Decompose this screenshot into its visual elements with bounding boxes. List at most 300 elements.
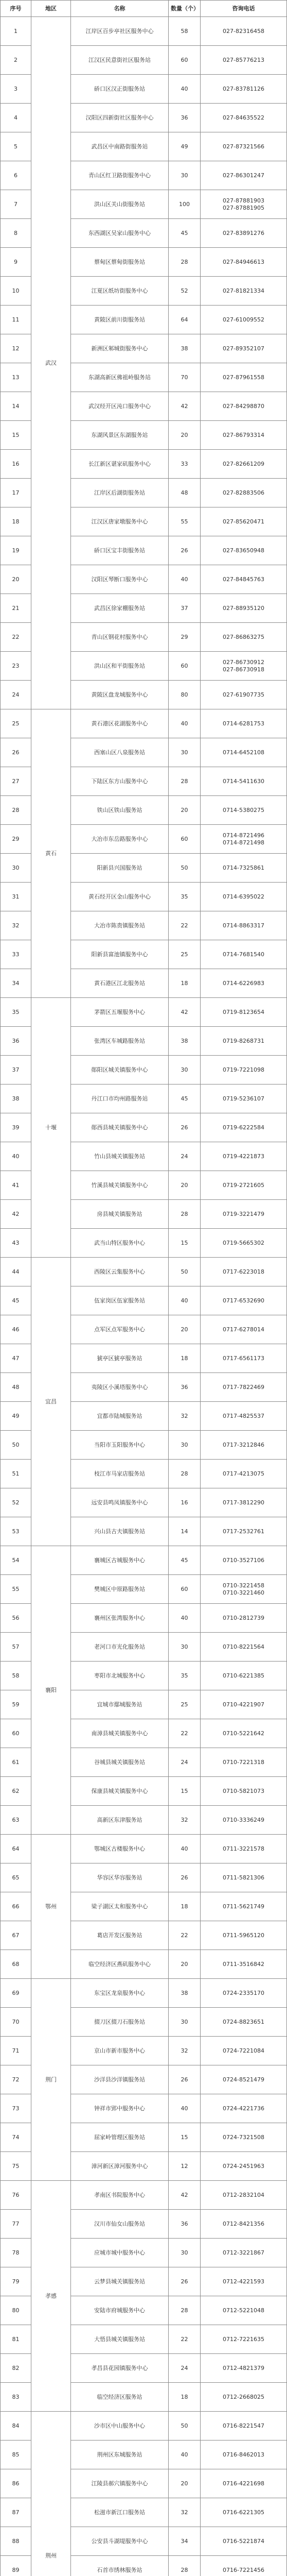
site-name: 黄陂区盘龙城服务中心	[71, 681, 169, 709]
site-count: 30	[169, 161, 201, 190]
site-count: 32	[169, 2498, 201, 2527]
site-count: 25	[169, 940, 201, 969]
row-number: 2	[1, 46, 31, 75]
site-count: 80	[169, 681, 201, 709]
row-number: 42	[1, 1200, 31, 1229]
site-phone: 027-87321566	[201, 132, 287, 161]
site-count: 24	[169, 2354, 201, 2383]
site-name: 新洲区邾城街服务中心	[71, 334, 169, 363]
site-name: 武昌区中南路街服务站	[71, 132, 169, 161]
site-name: 华容区华容服务站	[71, 1863, 169, 1892]
site-phone: 0717-3212846	[201, 1431, 287, 1460]
site-phone: 027-81821334	[201, 277, 287, 306]
site-phone: 027-87961558	[201, 363, 287, 392]
site-phone: 027-82883506	[201, 479, 287, 507]
site-count: 55	[169, 507, 201, 536]
site-count: 40	[169, 75, 201, 104]
row-number: 35	[1, 998, 31, 1027]
row-number: 49	[1, 1402, 31, 1431]
header-no: 序号	[1, 1, 31, 17]
site-phone: 0711-5621749	[201, 1892, 287, 1921]
row-number: 87	[1, 2498, 31, 2527]
row-number: 27	[1, 767, 31, 796]
row-number: 4	[1, 104, 31, 132]
region-name: 荆州	[31, 2412, 71, 2576]
site-count: 100	[169, 190, 201, 219]
row-number: 85	[1, 2441, 31, 2469]
row-number: 57	[1, 1633, 31, 1662]
row-number: 38	[1, 1084, 31, 1113]
site-name: 江夏区纸坊街服务中心	[71, 277, 169, 306]
site-count: 33	[169, 450, 201, 479]
site-phone: 0712-2832104	[201, 2181, 287, 2210]
row-number: 53	[1, 1517, 31, 1546]
site-phone: 0717-6561173	[201, 1344, 287, 1373]
row-number: 45	[1, 1286, 31, 1315]
row-number: 79	[1, 2267, 31, 2296]
site-count: 22	[169, 911, 201, 940]
site-name: 孝南区书院服务中心	[71, 2181, 169, 2210]
row-number: 65	[1, 1863, 31, 1892]
site-count: 20	[169, 796, 201, 825]
site-name: 樊城区中原路服务站	[71, 1575, 169, 1604]
site-count: 14	[169, 1517, 201, 1546]
site-count: 36	[169, 104, 201, 132]
row-number: 46	[1, 1315, 31, 1344]
site-count: 30	[169, 1633, 201, 1662]
site-count: 40	[169, 1835, 201, 1863]
site-name: 硚口区汉正街服务站	[71, 75, 169, 104]
row-number: 10	[1, 277, 31, 306]
site-phone: 0710-7221318	[201, 1748, 287, 1777]
site-count: 40	[169, 1604, 201, 1633]
site-phone: 0717-3812290	[201, 1488, 287, 1517]
site-phone: 0711-3221578	[201, 1835, 287, 1863]
row-number: 33	[1, 940, 31, 969]
site-name: 房县城关镇服务站	[71, 1200, 169, 1229]
site-count: 25	[169, 1690, 201, 1719]
row-number: 7	[1, 190, 31, 219]
site-count: 50	[169, 1258, 201, 1286]
site-name: 梁子湖区太和服务中心	[71, 1892, 169, 1921]
site-count: 40	[169, 709, 201, 738]
site-name: 漳河新区漳河服务中心	[71, 2152, 169, 2181]
site-name: 南漳县城关镇服务中心	[71, 1719, 169, 1748]
site-phone: 027-86301247	[201, 161, 287, 190]
site-count: 15	[169, 1229, 201, 1258]
site-name: 蔡甸区蔡甸街服务站	[71, 248, 169, 277]
site-count: 20	[169, 2469, 201, 2498]
row-number: 75	[1, 2152, 31, 2181]
row-number: 43	[1, 1229, 31, 1258]
site-name: 老河口市光化服务站	[71, 1633, 169, 1662]
site-name: 竹山县城关镇服务站	[71, 1142, 169, 1171]
site-phone: 027-61907735	[201, 681, 287, 709]
site-count: 60	[169, 652, 201, 681]
site-name: 阳新县兴国服务站	[71, 854, 169, 883]
site-count: 12	[169, 2152, 201, 2181]
site-phone: 0710-5821073	[201, 1777, 287, 1806]
site-phone: 0717-6532690	[201, 1286, 287, 1315]
row-number: 48	[1, 1373, 31, 1402]
site-name: 松滋市新江口服务站	[71, 2498, 169, 2527]
row-number: 28	[1, 796, 31, 825]
row-number: 9	[1, 248, 31, 277]
site-name: 安陆市府城服务中心	[71, 2296, 169, 2325]
site-name: 西陵区云集服务中心	[71, 1258, 169, 1286]
site-name: 下陆区东方山服务中心	[71, 767, 169, 796]
site-name: 鄂城区古楼服务中心	[71, 1835, 169, 1863]
site-count: 28	[169, 2556, 201, 2576]
site-phone: 0717-6223018	[201, 1258, 287, 1286]
site-count: 15	[169, 2123, 201, 2152]
site-count: 45	[169, 1546, 201, 1575]
site-count: 40	[169, 2094, 201, 2123]
site-phone: 0714-7325861	[201, 854, 287, 883]
site-count: 64	[169, 306, 201, 334]
site-count: 50	[169, 854, 201, 883]
row-number: 41	[1, 1171, 31, 1200]
site-count: 37	[169, 594, 201, 623]
region-name: 襄阳	[31, 1546, 71, 1835]
site-phone: 027-83891276	[201, 219, 287, 248]
row-number: 25	[1, 709, 31, 738]
site-phone: 0710-3336249	[201, 1806, 287, 1835]
site-name: 郧西县城关镇服务中心	[71, 1113, 169, 1142]
site-phone: 027-89352107	[201, 334, 287, 363]
site-name: 洪山区和平街服务站	[71, 652, 169, 681]
site-name: 铁山区铁山服务站	[71, 796, 169, 825]
region-name: 孝感	[31, 2181, 71, 2412]
site-count: 35	[169, 1662, 201, 1690]
row-number: 83	[1, 2383, 31, 2412]
row-number: 72	[1, 2065, 31, 2094]
row-number: 54	[1, 1546, 31, 1575]
site-count: 32	[169, 2037, 201, 2065]
site-count: 38	[169, 1027, 201, 1056]
site-name: 钟祥市郢中服务中心	[71, 2094, 169, 2123]
site-count: 70	[169, 363, 201, 392]
site-phone: 0719-3221479	[201, 1200, 287, 1229]
site-count: 20	[169, 1171, 201, 1200]
site-phone: 027-86863275	[201, 623, 287, 652]
site-count: 42	[169, 2181, 201, 2210]
row-number: 68	[1, 1950, 31, 1979]
region-name: 宜昌	[31, 1258, 71, 1546]
site-name: 长江新区谌家矶服务中心	[71, 450, 169, 479]
site-name: 黄陂区前川街服务站	[71, 306, 169, 334]
site-count: 15	[169, 1777, 201, 1806]
site-name: 高新区东津服务站	[71, 1806, 169, 1835]
site-name: 猇亭区猇亭服务站	[71, 1344, 169, 1373]
site-name: 东湖高新区佛祖岭服务站	[71, 363, 169, 392]
row-number: 5	[1, 132, 31, 161]
site-phone: 0724-7221084	[201, 2037, 287, 2065]
site-count: 34	[169, 2527, 201, 2556]
row-number: 71	[1, 2037, 31, 2065]
site-count: 28	[169, 767, 201, 796]
site-count: 32	[169, 1806, 201, 1835]
row-number: 8	[1, 219, 31, 248]
site-count: 30	[169, 2239, 201, 2267]
site-name: 东宝区龙泉服务中心	[71, 1979, 169, 2008]
site-phone: 027-82316458	[201, 17, 287, 46]
site-count: 28	[169, 2296, 201, 2325]
site-phone: 0716-8462013	[201, 2441, 287, 2469]
site-name: 京山市新市服务中心	[71, 2037, 169, 2065]
site-phone: 0710-3221458 0710-3221460	[201, 1575, 287, 1604]
row-number: 24	[1, 681, 31, 709]
site-phone: 0719-7221098	[201, 1056, 287, 1084]
site-name: 竹溪县城关镇服务中心	[71, 1171, 169, 1200]
site-count: 42	[169, 998, 201, 1027]
site-phone: 027-83781126	[201, 75, 287, 104]
row-number: 39	[1, 1113, 31, 1142]
row-number: 51	[1, 1460, 31, 1488]
site-name: 云梦县城关镇服务站	[71, 2267, 169, 2296]
site-name: 大冶市东岳路服务中心	[71, 825, 169, 854]
row-number: 1	[1, 17, 31, 46]
row-number: 82	[1, 2354, 31, 2383]
site-count: 30	[169, 1431, 201, 1460]
site-phone: 0724-2451963	[201, 2152, 287, 2181]
site-count: 24	[169, 1142, 201, 1171]
site-name: 襄州区张湾服务中心	[71, 1604, 169, 1633]
site-phone: 0712-5221048	[201, 2296, 287, 2325]
row-number: 18	[1, 507, 31, 536]
row-number: 12	[1, 334, 31, 363]
site-count: 28	[169, 1200, 201, 1229]
site-name: 宜都市陆城服务站	[71, 1402, 169, 1431]
site-count: 45	[169, 1084, 201, 1113]
site-phone: 0712-3221867	[201, 2239, 287, 2267]
header-region: 地区	[31, 1, 71, 17]
site-name: 孝昌县花园镇服务中心	[71, 2354, 169, 2383]
row-number: 17	[1, 479, 31, 507]
row-number: 44	[1, 1258, 31, 1286]
site-count: 40	[169, 565, 201, 594]
site-count: 26	[169, 2065, 201, 2094]
site-name: 点军区点军服务中心	[71, 1315, 169, 1344]
region-name: 黄石	[31, 709, 71, 998]
site-name: 应城市城中服务中心	[71, 2239, 169, 2267]
site-phone: 0714-6452108	[201, 738, 287, 767]
site-phone: 027-86793314	[201, 421, 287, 450]
site-count: 20	[169, 1950, 201, 1979]
row-number: 22	[1, 623, 31, 652]
row-number: 19	[1, 536, 31, 565]
site-name: 沙市区中山服务中心	[71, 2412, 169, 2441]
row-number: 74	[1, 2123, 31, 2152]
site-count: 28	[169, 248, 201, 277]
site-phone: 0724-7321508	[201, 2123, 287, 2152]
site-phone: 0714-8721496 0714-8721498	[201, 825, 287, 854]
row-number: 59	[1, 1690, 31, 1719]
site-phone: 0719-4221873	[201, 1142, 287, 1171]
row-number: 36	[1, 1027, 31, 1056]
site-phone: 0719-6222584	[201, 1113, 287, 1142]
row-number: 15	[1, 421, 31, 450]
site-name: 汉川市仙女山服务站	[71, 2210, 169, 2239]
site-name: 东湖风景区东湖服务站	[71, 421, 169, 450]
row-number: 32	[1, 911, 31, 940]
site-name: 汉阳区琴断口服务中心	[71, 565, 169, 594]
site-name: 枣阳市北城服务中心	[71, 1662, 169, 1690]
region-name: 十堰	[31, 998, 71, 1258]
site-name: 葛店开发区服务站	[71, 1921, 169, 1950]
site-phone: 0714-6395022	[201, 883, 287, 911]
row-number: 77	[1, 2210, 31, 2239]
site-name: 洪山区关山街服务站	[71, 190, 169, 219]
row-number: 40	[1, 1142, 31, 1171]
site-phone: 0710-3527106	[201, 1546, 287, 1575]
row-number: 81	[1, 2325, 31, 2354]
site-count: 45	[169, 219, 201, 248]
site-name: 临空经济区燕矶服务中心	[71, 1950, 169, 1979]
site-phone: 0710-8221564	[201, 1633, 287, 1662]
row-number: 86	[1, 2469, 31, 2498]
site-phone: 0711-3516842	[201, 1950, 287, 1979]
site-name: 黄石经开区金山服务中心	[71, 883, 169, 911]
row-number: 58	[1, 1662, 31, 1690]
site-count: 22	[169, 1921, 201, 1950]
site-phone: 0719-2721605	[201, 1171, 287, 1200]
row-number: 55	[1, 1575, 31, 1604]
site-count: 26	[169, 536, 201, 565]
site-count: 30	[169, 2008, 201, 2037]
row-number: 52	[1, 1488, 31, 1517]
site-name: 夷陵区小溪塔服务中心	[71, 1373, 169, 1402]
site-phone: 027-84635522	[201, 104, 287, 132]
site-count: 18	[169, 1344, 201, 1373]
site-phone: 0712-4221593	[201, 2267, 287, 2296]
site-count: 42	[169, 392, 201, 421]
site-count: 49	[169, 132, 201, 161]
site-name: 武昌区徐家棚服务站	[71, 594, 169, 623]
site-phone: 027-85776213	[201, 46, 287, 75]
site-count: 50	[169, 2412, 201, 2441]
site-phone: 0714-6281753	[201, 709, 287, 738]
site-phone: 0719-5665302	[201, 1229, 287, 1258]
site-name: 兴山县古夫镇服务站	[71, 1517, 169, 1546]
site-name: 茅箭区五堰服务中心	[71, 998, 169, 1027]
row-number: 13	[1, 363, 31, 392]
site-name: 西塞山区八泉服务站	[71, 738, 169, 767]
site-name: 宜城市鄢城服务站	[71, 1690, 169, 1719]
site-name: 公安县斗湖堤服务中心	[71, 2527, 169, 2556]
row-number: 6	[1, 161, 31, 190]
row-number: 89	[1, 2556, 31, 2576]
site-phone: 027-86730912 027-86730918	[201, 652, 287, 681]
site-phone: 0719-8268731	[201, 1027, 287, 1056]
site-name: 郧阳区城关镇服务中心	[71, 1056, 169, 1084]
site-name: 江岸区百步亭社区服务中心	[71, 17, 169, 46]
site-phone: 027-85620471	[201, 507, 287, 536]
site-phone: 0716-6221305	[201, 2498, 287, 2527]
site-count: 18	[169, 1892, 201, 1921]
site-phone: 0717-4825537	[201, 1402, 287, 1431]
row-number: 29	[1, 825, 31, 854]
site-name: 大冶市陈贵镇服务站	[71, 911, 169, 940]
site-phone: 0714-5411630	[201, 767, 287, 796]
row-number: 62	[1, 1777, 31, 1806]
site-count: 60	[169, 825, 201, 854]
site-name: 青山区红卫路街服务中心	[71, 161, 169, 190]
row-number: 16	[1, 450, 31, 479]
row-number: 23	[1, 652, 31, 681]
site-count: 18	[169, 2383, 201, 2412]
site-name: 黄石港区江北服务站	[71, 969, 169, 998]
site-name: 当阳市玉阳服务中心	[71, 1431, 169, 1460]
site-phone: 0712-2668025	[201, 2383, 287, 2412]
site-name: 沙洋县沙洋镇服务站	[71, 2065, 169, 2094]
row-number: 14	[1, 392, 31, 421]
row-number: 60	[1, 1719, 31, 1748]
site-phone: 0717-6278014	[201, 1315, 287, 1344]
site-phone: 0717-2532761	[201, 1517, 287, 1546]
site-name: 临空经济区服务站	[71, 2383, 169, 2412]
row-number: 47	[1, 1344, 31, 1373]
site-count: 22	[169, 1719, 201, 1748]
site-count: 38	[169, 334, 201, 363]
site-name: 江岸区后湖街服务站	[71, 479, 169, 507]
site-phone: 0724-8823651	[201, 2008, 287, 2037]
row-number: 84	[1, 2412, 31, 2441]
site-count: 28	[169, 1460, 201, 1488]
site-count: 26	[169, 1113, 201, 1142]
row-number: 70	[1, 2008, 31, 2037]
row-number: 88	[1, 2527, 31, 2556]
site-phone: 0711-5965120	[201, 1921, 287, 1950]
site-count: 60	[169, 46, 201, 75]
site-count: 48	[169, 479, 201, 507]
site-phone: 0724-8521479	[201, 2065, 287, 2094]
site-phone: 0714-5380275	[201, 796, 287, 825]
site-count: 36	[169, 2210, 201, 2239]
header-count: 数量（个）	[169, 1, 201, 17]
site-name: 硚口区宝丰街服务站	[71, 536, 169, 565]
header-name: 名称	[71, 1, 169, 17]
site-count: 38	[169, 1979, 201, 2008]
row-number: 64	[1, 1835, 31, 1863]
site-count: 22	[169, 2325, 201, 2354]
site-phone: 027-84845763	[201, 565, 287, 594]
site-phone: 0714-8863317	[201, 911, 287, 940]
site-name: 汉阳区四新街社区服务中心	[71, 104, 169, 132]
site-count: 29	[169, 623, 201, 652]
site-phone: 0717-7822469	[201, 1373, 287, 1402]
row-number: 67	[1, 1921, 31, 1950]
row-number: 26	[1, 738, 31, 767]
site-name: 伍家岗区伍家服务站	[71, 1286, 169, 1315]
site-phone: 0711-5821306	[201, 1863, 287, 1892]
row-number: 11	[1, 306, 31, 334]
row-number: 31	[1, 883, 31, 911]
site-phone: 027-88935120	[201, 594, 287, 623]
site-count: 58	[169, 17, 201, 46]
site-phone: 0712-7221635	[201, 2325, 287, 2354]
row-number: 56	[1, 1604, 31, 1633]
site-name: 丹江口市均州路服务站	[71, 1084, 169, 1113]
site-name: 襄城区古城服务中心	[71, 1546, 169, 1575]
region-name: 武汉	[31, 17, 71, 709]
row-number: 78	[1, 2239, 31, 2267]
site-count: 40	[169, 2441, 201, 2469]
site-name: 青山区钢花村服务中心	[71, 623, 169, 652]
row-number: 80	[1, 2296, 31, 2325]
site-phone: 0716-5221874	[201, 2527, 287, 2556]
site-count: 32	[169, 1402, 201, 1431]
